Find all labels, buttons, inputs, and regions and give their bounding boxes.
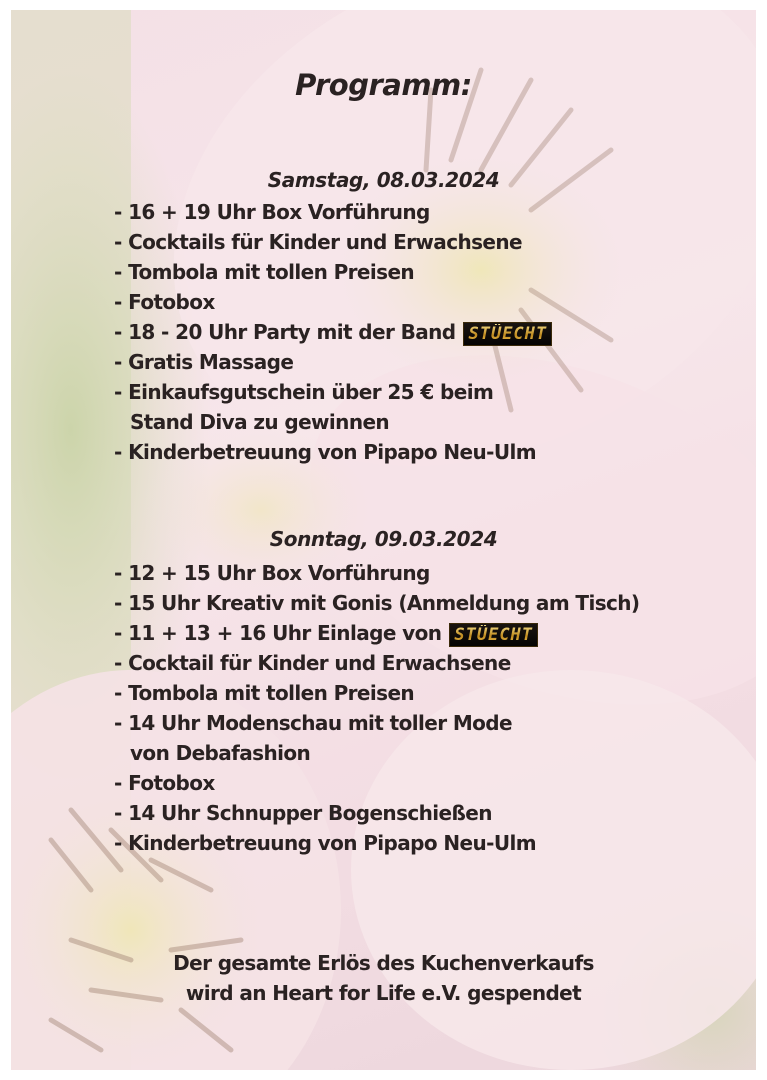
list-item: - 15 Uhr Kreativ mit Gonis (Anmeldung am Tisch) [114, 591, 640, 615]
list-item: - 14 Uhr Modenschau mit toller Mode [114, 711, 512, 735]
saturday-list [114, 197, 754, 467]
flyer-page [11, 10, 756, 1070]
list-item: - 14 Uhr Schnupper Bogenschießen [114, 801, 492, 825]
saturday-heading: Samstag, 08.03.2024 [267, 168, 500, 192]
list-item: - Fotobox [114, 290, 215, 314]
list-item: - 11 + 13 + 16 Uhr Einlage von STÜECHT [114, 618, 754, 648]
program-content [11, 10, 756, 1070]
list-item: - 18 - 20 Uhr Party mit der Band STÜECHT [114, 317, 754, 347]
list-item-continuation: Stand Diva zu gewinnen [130, 410, 390, 434]
list-item: - Kinderbetreuung von Pipapo Neu-Ulm [114, 831, 536, 855]
sunday-list [114, 558, 754, 858]
list-item: - Kinderbetreuung von Pipapo Neu-Ulm [114, 440, 536, 464]
list-item: - Cocktail für Kinder und Erwachsene [114, 651, 511, 675]
list-item: - Cocktails für Kinder und Erwachsene [114, 230, 522, 254]
sunday-heading: Sonntag, 09.03.2024 [269, 527, 498, 551]
donation-note-line-2: wird an Heart for Life e.V. gespendet [185, 981, 582, 1005]
list-item: - Tombola mit tollen Preisen [114, 260, 415, 284]
list-item: - 16 + 19 Uhr Box Vorführung [114, 200, 430, 224]
list-item: - Einkaufsgutschein über 25 € beim [114, 380, 494, 404]
list-item: - Gratis Massage [114, 350, 294, 374]
list-item: - 12 + 15 Uhr Box Vorführung [114, 561, 430, 585]
list-item: - Tombola mit tollen Preisen [114, 681, 415, 705]
donation-note-line-1: Der gesamte Erlös des Kuchenverkaufs [173, 951, 594, 975]
page-title: Programm: [295, 68, 472, 102]
list-item: - Fotobox [114, 771, 215, 795]
band-logo: STÜECHT [463, 322, 552, 346]
band-logo: STÜECHT [449, 623, 538, 647]
list-item-continuation: von Debafashion [130, 741, 311, 765]
donation-note [11, 948, 756, 1008]
